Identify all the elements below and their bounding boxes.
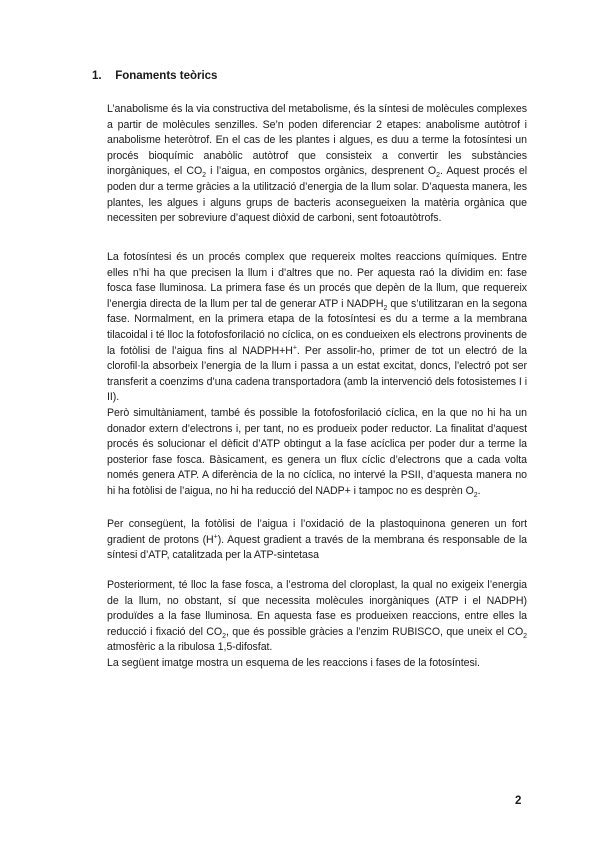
subscript: 2 — [473, 492, 478, 500]
paragraph-anabolism — [107, 102, 527, 227]
text-run: que s’utilitzaran en la segona fase. Normalment, en la primera etapa de la fotosíntesi es du a terme a la membrana tilacoidal i té lloc la fotofosforilació no cíclica, on es condueixen els electrons provinents de la fotòlisi de l’aigua fins al NADPH+H — [107, 297, 528, 357]
text-run: La fotosíntesi és un procés complex que requereix moltes reaccions químiques. Entre elles n’hi ha que precisen la llum i d’altres que no. Per aquesta raó la dividim en: fase fosca fase lluminosa. La primera fase és un procés que depèn de la llum, que requereix l’energia directa de la llum per tal de generar ATP i NADPH — [107, 251, 527, 310]
subscript: 2 — [222, 632, 226, 640]
superscript: + — [292, 344, 297, 352]
text-run: La següent imatge mostra un esquema de les reaccions i fases de la fotosíntesi. — [107, 657, 480, 669]
text-run: . Per assolir-ho, primer de tot un electró de la clorofil·la absorbeix l’energia de la llum i passa a un estat excitat, doncs, l’electró pot ser transferit a coenzims d’una cadena transportadora (amb la intervenció dels fotosistemes I i II). — [107, 344, 528, 404]
text-run: Però simultàniament, també és possible la fotofosforilació cíclica, en la que no hi ha un donador extern d’electrons i, per tant, no es produeix poder reductor. La finalitat d’aquest procés és solucionar el dèficit d’ATP obtingut a la fase acíclica per poder dur a terme la posterior fase fosca. Bàsicament, es genera un flux cíclic d’electrons que a cada volta només genera ATP. A diferència de la no cíclica, no intervé la PSII, d’aquesta manera no hi ha fotòlisi de l’aigua, no hi ha reducció del NADP+ i tampoc no es desprèn O — [107, 406, 527, 497]
paragraph-dark-phase — [107, 578, 527, 656]
text-run: L’anabolisme és la via constructiva del metabolisme, és la síntesi de molècules complexes a partir de molècules senzilles. Se’n poden diferenciar 2 etapes: anabolisme autòtrof i anabolisme heteròtrof. En el cas de les plantes i algues, es duu a terme la fotosíntesi un procés bioquímic anabòlic autòtrof que consisteix a convertir les substàncies inorgàniques, el CO — [107, 103, 527, 178]
subscript: 2 — [383, 304, 388, 312]
superscript: + — [213, 533, 218, 541]
section-number: 1. — [92, 70, 102, 82]
paragraph-image-intro — [107, 656, 527, 672]
text-run: i l’aigua, en compostos orgànics, desprenent O — [206, 165, 437, 178]
paragraph-photosynthesis-phases — [107, 250, 527, 500]
text-run: Per consegüent, la fotòlisi de l’aigua i l’oxidació de la plastoquinona generen un fort gradient de protons (H — [107, 518, 527, 546]
text-run: ). Aquest gradient a través de la membrana és responsable de la síntesi d’ATP, catalitzada per la ATP-sintetasa — [107, 533, 528, 562]
text-run: atmosfèric a la ribulosa 1,5-difosfat. — [107, 641, 273, 654]
text-run: . Aquest procés el poden dur a terme gràcies a la utilització d’energia de la llum solar. D’aquesta manera, les plantes, les algues i alguns grups de bacteris aconsegueixen la matèria orgànica que necessiten per sobreviure d’aquest diòxid de carboni, sent fotoautòtrofs. — [107, 165, 527, 225]
section-title: Fonaments teòrics — [115, 70, 218, 82]
page-number: 2 — [515, 795, 522, 807]
subscript: 2 — [436, 172, 440, 180]
subscript: 2 — [202, 172, 207, 180]
text-run: , que és possible gràcies a l’enzim RUBISCO, que uneix el CO — [225, 625, 524, 638]
section-heading — [92, 70, 217, 82]
text-run: . — [477, 484, 481, 497]
subscript: 2 — [523, 632, 527, 640]
paragraph-proton-gradient — [107, 517, 527, 564]
text-run: Posteriorment, té lloc la fase fosca, a l’estroma del cloroplast, la qual no exigeix l’energia de la llum, no obstant, sí que necessita molècules inorgàniques (ATP i el NADPH) produïdes a la fase lluminosa. En aquesta fase es produeixen reaccions, entre elles la reducció i fixació del CO — [107, 579, 527, 638]
